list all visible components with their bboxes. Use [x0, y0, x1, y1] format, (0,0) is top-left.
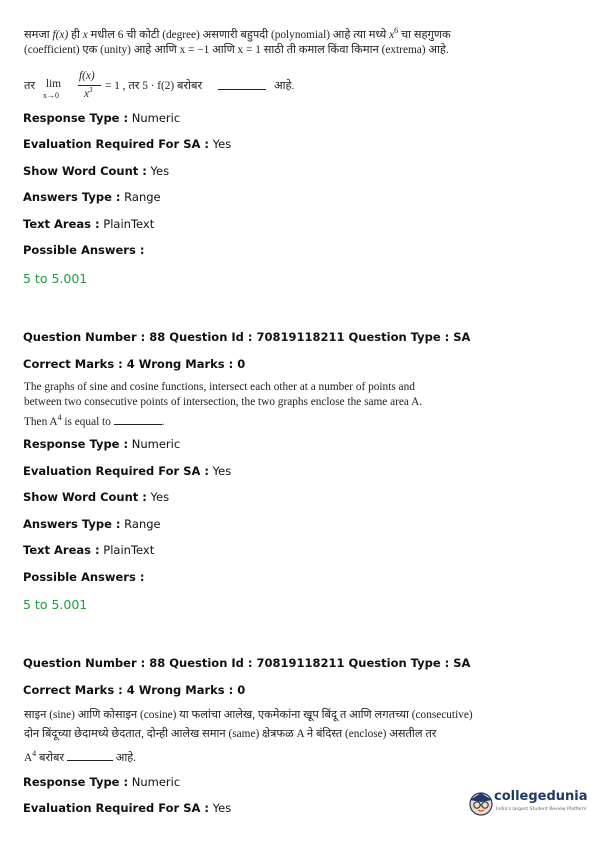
q1-limit-expression [24, 70, 424, 104]
limit-rest: = 1 , तर 5 · f(2) बरोबर [105, 80, 203, 92]
limit-subscript: x→0 [43, 91, 59, 100]
q2-evaluation-required: Evaluation Required For SA : Yes [23, 464, 232, 478]
q3-question-header: Question Number : 88 Question Id : 70819118211 Question Type : SA [23, 656, 471, 670]
q3-text-line-1: साइन (sine) आणि कोसाइन (cosine) या फलांचा आलेख, एकमेकांना खूप बिंदू त आणि लगतच्या (consecutive) [24, 709, 473, 721]
logo-wordmark: collegedunia [494, 789, 588, 804]
limit-operator: lim [46, 78, 62, 90]
q1-text-line-1: समजा f(x) ही x मधील 6 ची कोटी (degree) असणारी बहुपदी (polynomial) आहे त्या मध्ये $x^6$ चा सहगुणक [24, 26, 451, 41]
collegedunia-logo [466, 785, 588, 825]
q2-show-word-count: Show Word Count : Yes [23, 490, 170, 504]
q1-answers-type: Answers Type : Range [23, 190, 161, 204]
q2-possible-answers-label: Possible Answers : [23, 570, 145, 584]
q2-marks: Correct Marks : 4 Wrong Marks : 0 [23, 357, 246, 371]
q1-text-areas: Text Areas : PlainText [23, 217, 155, 231]
limit-denominator: $x^3$ [84, 86, 93, 100]
q2-answers-type: Answers Type : Range [23, 517, 161, 531]
q2-text-line-2: between two consecutive points of intersection, the two graphs enclose the same area A. [24, 396, 423, 408]
q3-evaluation-required: Evaluation Required For SA : Yes [23, 801, 232, 815]
q1-evaluation-required: Evaluation Required For SA : Yes [23, 137, 232, 151]
q1-text-line-2: (coefficient) एक (unity) आहे आणि x = −1 आणि x = 1 साठी ती कमाल किंवा किमान (extrema) आहे. [24, 44, 449, 56]
q3-text-line-3: $A^4$ बरोबर आहे. [24, 749, 137, 764]
q2-text-areas: Text Areas : PlainText [23, 543, 155, 557]
answer-blank [114, 414, 162, 425]
q3-text-line-2: दोन बिंदूच्या छेदामध्ये छेदतात, दोन्ही आलेख समान (same) क्षेत्रफळ A ने बंदिस्त (enclose) असतील तर [24, 728, 437, 740]
limit-prefix: तर [24, 80, 36, 92]
q2-question-header: Question Number : 88 Question Id : 70819118211 Question Type : SA [23, 330, 471, 344]
mascot-icon [466, 788, 496, 818]
q2-text-line-3: Then $A^4$ is equal to . [24, 413, 165, 428]
q2-possible-answer: 5 to 5.001 [23, 597, 88, 612]
q1-show-word-count: Show Word Count : Yes [23, 164, 170, 178]
answer-blank [67, 750, 113, 761]
limit-suffix: आहे. [274, 80, 295, 92]
q3-marks: Correct Marks : 4 Wrong Marks : 0 [23, 683, 246, 697]
limit-numerator: f(x) [79, 70, 95, 82]
q3-response-type: Response Type : Numeric [23, 775, 181, 789]
q2-response-type: Response Type : Numeric [23, 437, 181, 451]
answer-blank [218, 78, 266, 90]
q1-possible-answers-label: Possible Answers : [23, 243, 145, 257]
q1-response-type: Response Type : Numeric [23, 111, 181, 125]
q2-text-line-1: The graphs of sine and cosine functions, intersect each other at a number of points and [24, 381, 415, 393]
logo-tagline: India's largest Student Review Platform [496, 807, 587, 812]
q1-possible-answer: 5 to 5.001 [23, 271, 88, 286]
